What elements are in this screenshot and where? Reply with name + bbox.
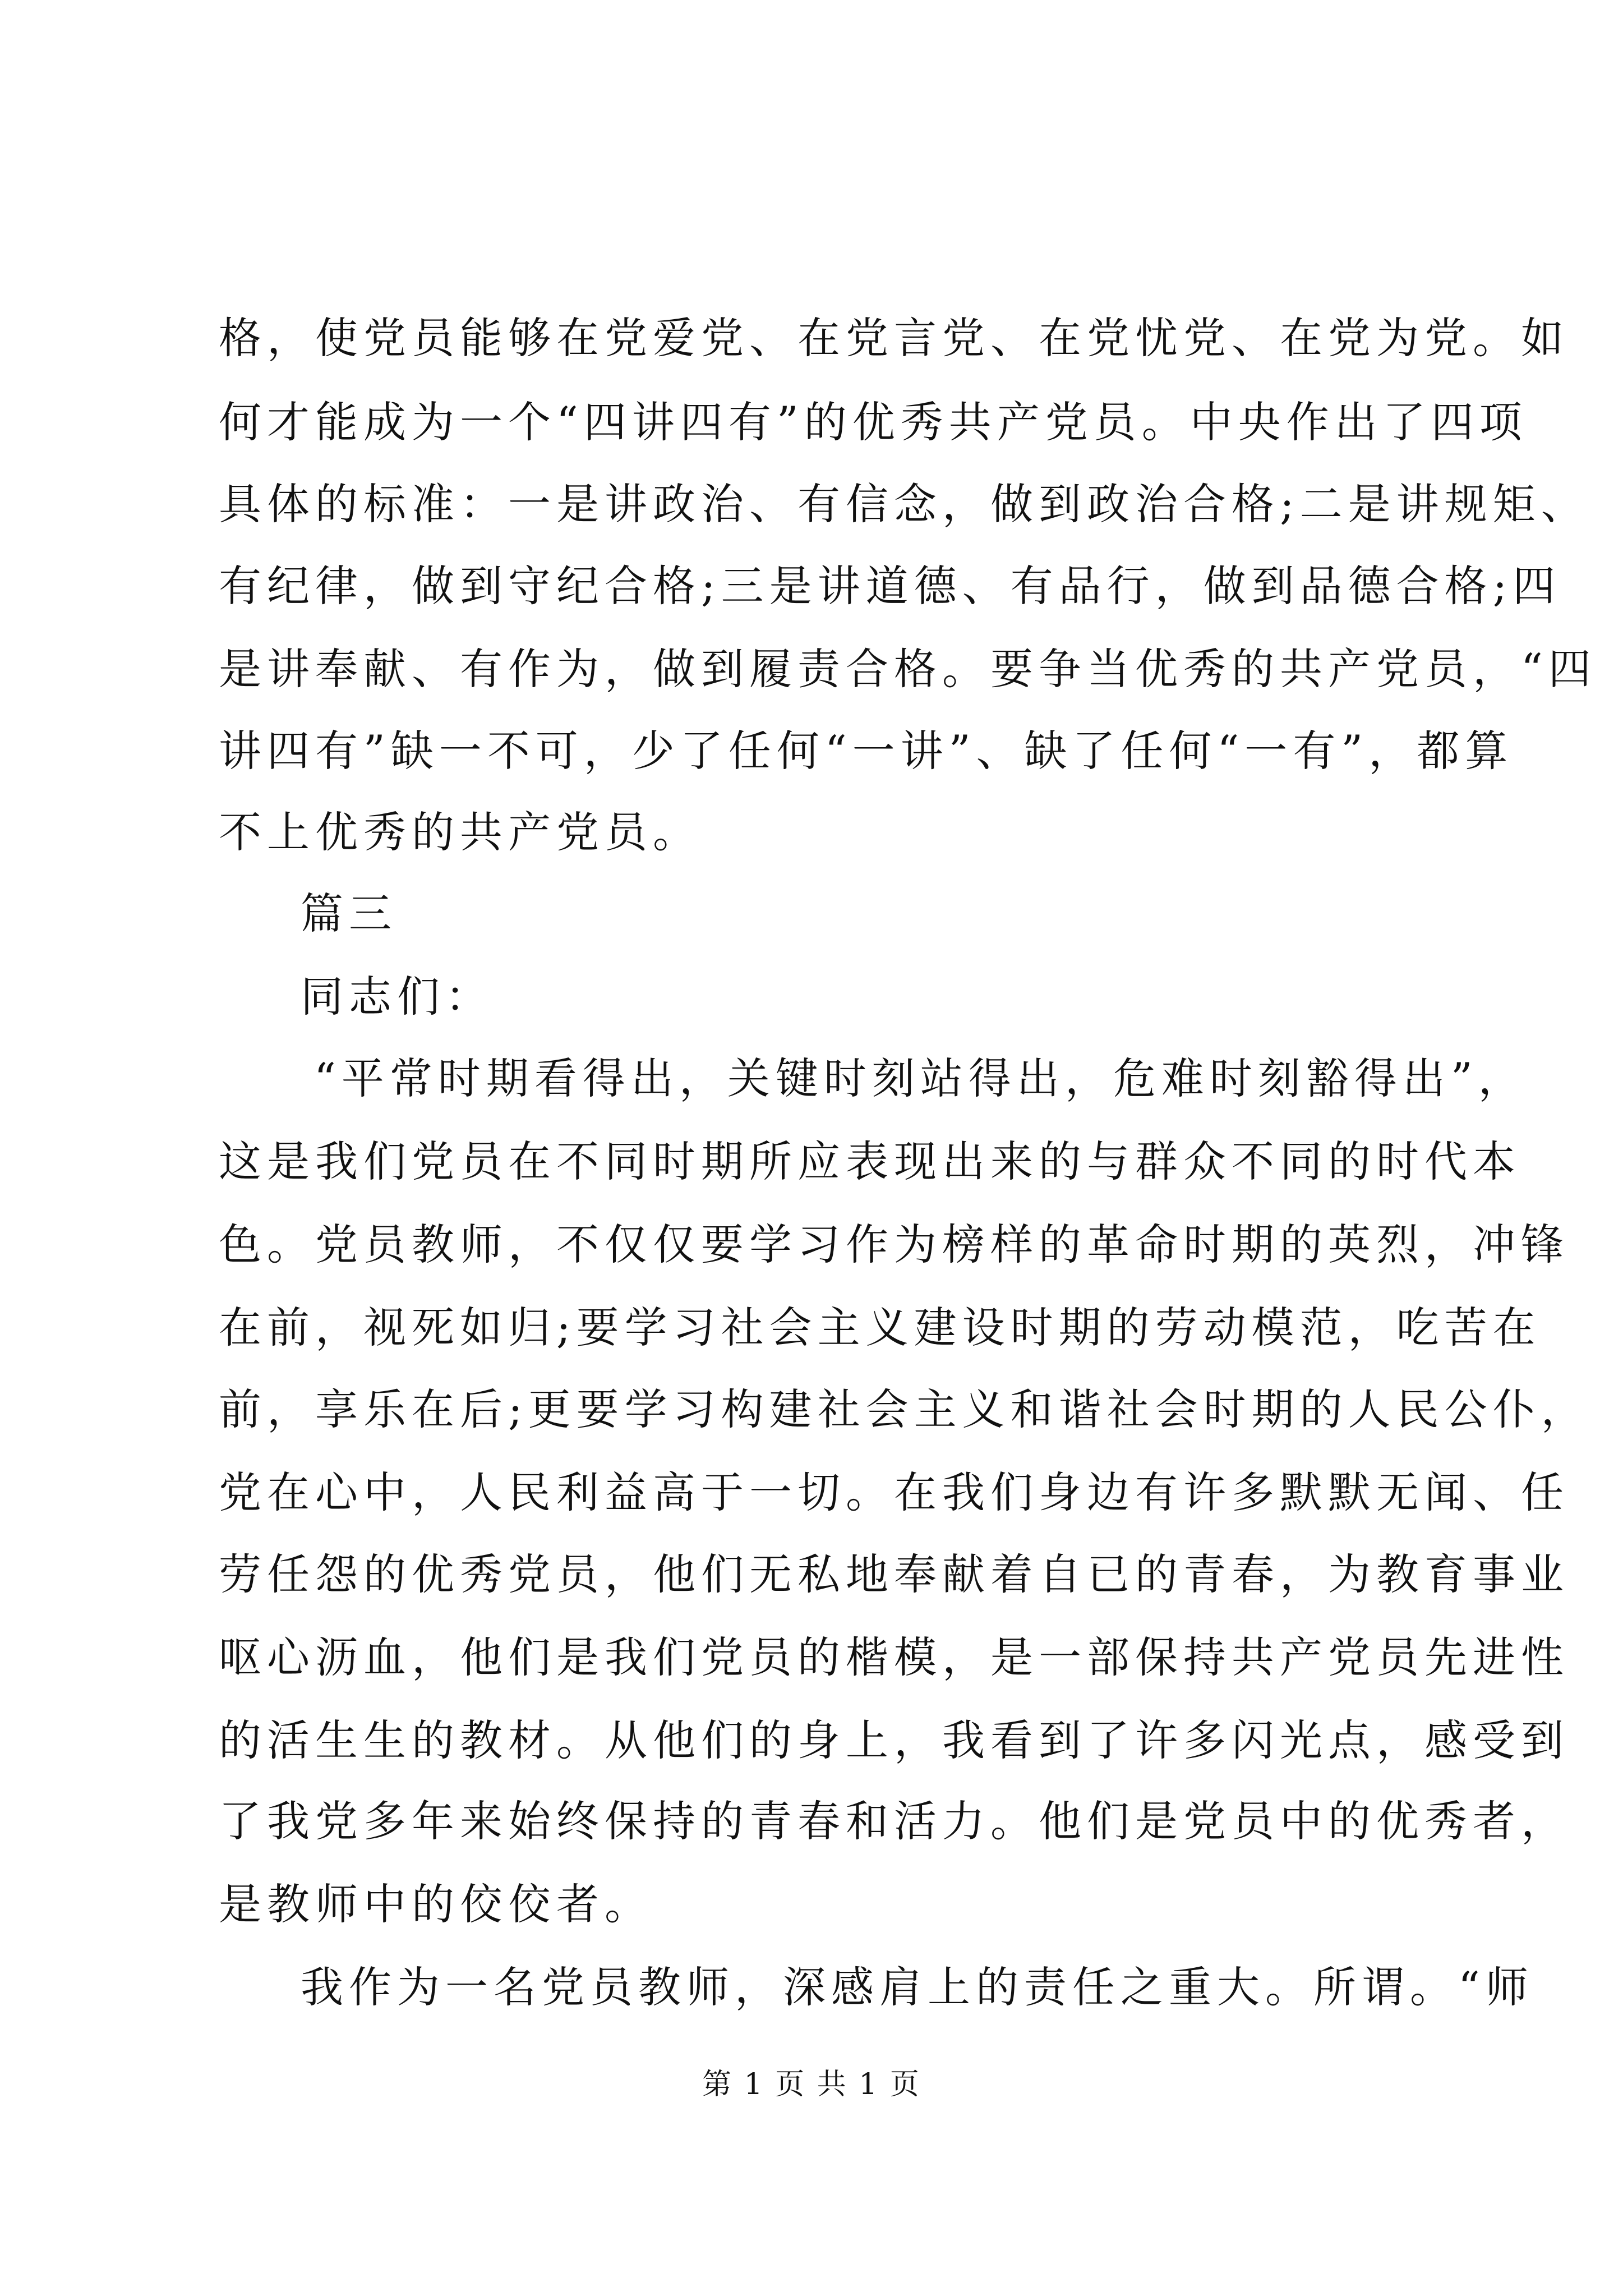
paragraph-line: 在前，视死如归;要学习社会主义建设时期的劳动模范，吃苦在 xyxy=(219,1303,1541,1352)
paragraph-line: 前，享乐在后;更要学习构建社会主义和谐社会时期的人民公仆， xyxy=(219,1384,1589,1434)
paragraph-line: 具体的标准：一是讲政治、有信念，做到政治合格;二是讲规矩、 xyxy=(219,479,1589,529)
paragraph-line: 呕心沥血，他们是我们党员的楷模，是一部保持共产党员先进性 xyxy=(219,1632,1569,1682)
paragraph-line: 不上优秀的共产党员。 xyxy=(219,807,701,857)
paragraph-line: 的活生生的教材。从他们的身上，我看到了许多闪光点，感受到 xyxy=(219,1715,1569,1765)
paragraph-line: “平常时期看得出，关键时刻站得出，危难时刻豁得出”， xyxy=(314,1053,1527,1103)
paragraph-line: 格，使党员能够在党爱党、在党言党、在党忧党、在党为党。如 xyxy=(219,313,1569,363)
paragraph-line: 劳任怨的优秀党员，他们无私地奉献着自已的青春，为教育事业 xyxy=(219,1549,1569,1599)
paragraph-line: 我作为一名党员教师，深感肩上的责任之重大。所谓。“师 xyxy=(301,1962,1534,2012)
paragraph-line: 讲四有”缺一不可，少了任何“一讲”、缺了任何“一有”，都算 xyxy=(219,726,1514,776)
paragraph-line: 有纪律，做到守纪合格;三是讲道德、有品行，做到品德合格;四 xyxy=(219,561,1561,611)
paragraph-line: 这是我们党员在不同时期所应表现出来的与群众不同的时代本 xyxy=(219,1137,1521,1186)
paragraph-line: 是教师中的佼佼者。 xyxy=(219,1879,653,1929)
salutation: 同志们： xyxy=(301,972,494,1022)
paragraph-line: 党在心中，人民利益高于一切。在我们身边有许多默默无闻、任 xyxy=(219,1467,1569,1517)
page-number-footer: 第 1 页 共 1 页 xyxy=(702,2068,921,2101)
section-heading: 篇三 xyxy=(301,889,397,938)
paragraph-line: 何才能成为一个“四讲四有”的优秀共产党员。中央作出了四项 xyxy=(219,397,1528,447)
paragraph-line: 了我党多年来始终保持的青春和活力。他们是党员中的优秀者， xyxy=(219,1796,1569,1846)
paragraph-line: 是讲奉献、有作为，做到履责合格。要争当优秀的共产党员，“四 xyxy=(219,644,1597,694)
paragraph-line: 色。党员教师，不仅仅要学习作为榜样的革命时期的英烈，冲锋 xyxy=(219,1220,1569,1269)
